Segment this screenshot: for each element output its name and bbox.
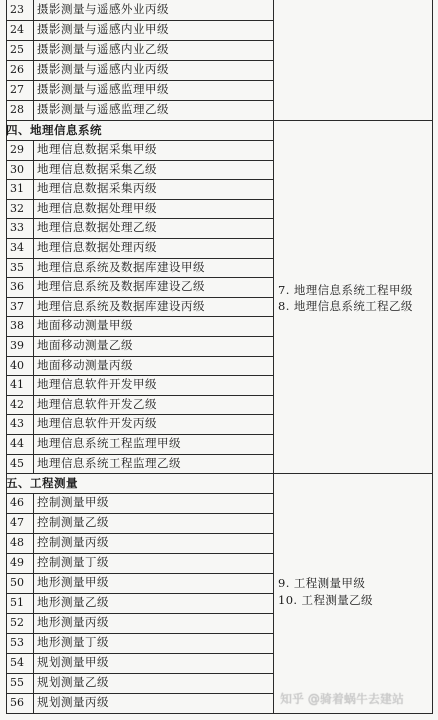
row-divider — [6, 80, 273, 81]
qualification-name: 地理信息数据处理甲级 — [37, 200, 157, 215]
row-number: 49 — [10, 556, 24, 569]
row-number: 44 — [10, 437, 24, 450]
qualification-name: 地形测量丙级 — [37, 615, 109, 629]
row-divider — [6, 653, 273, 654]
row-divider — [6, 593, 273, 594]
row-divider — [6, 613, 273, 614]
qualification-name: 地面移动测量乙级 — [37, 338, 133, 352]
qualification-name: 摄影测量与遥感监理甲级 — [37, 82, 169, 96]
row-divider — [6, 673, 273, 674]
row-number: 27 — [10, 83, 24, 96]
row-number: 43 — [10, 417, 24, 431]
row-number: 45 — [10, 456, 24, 470]
qualification-name: 摄影测量与遥感内业甲级 — [37, 22, 169, 36]
row-divider — [6, 375, 273, 376]
qualification-name: 规划测量乙级 — [37, 675, 109, 689]
qualification-name: 地理信息数据处理丙级 — [37, 240, 157, 254]
row-divider — [6, 395, 273, 396]
section-header-divider — [6, 493, 273, 494]
qualification-name: 地理信息数据采集丙级 — [37, 181, 157, 196]
qualification-name: 摄影测量与遥感内业乙级 — [37, 42, 169, 56]
row-number: 51 — [10, 596, 24, 609]
qualification-name: 摄影测量与遥感监理乙级 — [37, 102, 169, 116]
qualification-name: 控制测量丙级 — [37, 535, 109, 549]
qualification-name: 地理信息数据采集乙级 — [37, 161, 157, 176]
row-number: 41 — [10, 378, 24, 392]
section-title-gis: 四、地理信息系统 — [6, 123, 102, 137]
row-number: 26 — [10, 63, 24, 76]
row-number: 42 — [10, 397, 24, 411]
qualification-name: 地理信息数据处理乙级 — [37, 220, 157, 235]
watermark: 知乎 @骑着蜗牛去建站 — [280, 692, 404, 706]
row-divider — [6, 633, 273, 634]
row-divider — [6, 20, 273, 21]
row-number: 30 — [10, 162, 24, 176]
gis-equivalent-2: 8. 地理信息系统工程乙级 — [278, 299, 413, 313]
qualification-name: 地面移动测量丙级 — [37, 357, 133, 372]
row-number: 28 — [10, 103, 24, 116]
row-number: 53 — [10, 636, 24, 649]
row-divider — [6, 356, 273, 357]
section-divider — [6, 120, 433, 121]
qualification-name: 地面移动测量甲级 — [37, 318, 133, 333]
row-number: 36 — [10, 280, 24, 294]
row-divider — [6, 454, 273, 455]
qualification-name: 地理信息系统及数据库建设甲级 — [37, 259, 205, 274]
number-column-divider — [33, 140, 34, 473]
row-number: 34 — [10, 241, 24, 254]
row-number: 55 — [10, 676, 24, 689]
row-number: 37 — [10, 299, 24, 313]
row-divider — [6, 297, 273, 298]
qualification-name: 地理信息系统及数据库建设乙级 — [37, 279, 205, 294]
qualification-name: 摄影测量与遥感外业丙级 — [37, 2, 169, 16]
row-divider — [6, 60, 273, 61]
qualification-name: 地形测量丁级 — [37, 635, 109, 649]
qualification-name: 地理信息数据采集甲级 — [37, 142, 157, 156]
row-number: 47 — [10, 516, 24, 529]
gis-equivalent-1: 7. 地理信息系统工程甲级 — [278, 283, 413, 297]
table-right-border — [432, 0, 433, 713]
qualification-name: 地理信息系统工程监理乙级 — [37, 455, 181, 470]
row-divider — [6, 316, 273, 317]
qualification-name: 地理信息系统工程监理甲级 — [37, 436, 181, 450]
qualification-name: 控制测量甲级 — [37, 495, 109, 509]
section-header-divider — [6, 140, 273, 141]
row-divider — [6, 513, 273, 514]
row-number: 40 — [10, 358, 24, 372]
row-divider — [6, 100, 273, 101]
row-number: 54 — [10, 656, 24, 669]
section-title-engineering-survey: 五、工程测量 — [6, 476, 78, 490]
row-number: 33 — [10, 221, 24, 235]
row-divider — [6, 199, 273, 200]
qualification-name: 规划测量丙级 — [37, 695, 109, 709]
row-divider — [6, 693, 273, 694]
qualification-name: 控制测量乙级 — [37, 515, 109, 529]
qualification-name: 控制测量丁级 — [37, 555, 109, 569]
row-number: 24 — [10, 23, 24, 36]
row-number: 39 — [10, 339, 24, 352]
qualification-name: 地理信息系统及数据库建设丙级 — [37, 298, 205, 313]
row-number: 46 — [10, 496, 24, 509]
row-divider — [6, 160, 273, 161]
section-divider — [6, 473, 433, 474]
qualification-name: 地形测量甲级 — [37, 575, 109, 589]
row-divider — [6, 218, 273, 219]
qualification-name: 地形测量乙级 — [37, 595, 109, 609]
qualification-name: 规划测量甲级 — [37, 655, 109, 669]
row-number: 52 — [10, 616, 24, 629]
row-divider — [6, 336, 273, 337]
row-number: 38 — [10, 319, 24, 333]
row-number: 35 — [10, 260, 24, 274]
number-column-divider — [33, 493, 34, 713]
table-bottom-border — [6, 713, 433, 714]
row-number: 50 — [10, 576, 24, 589]
row-number: 56 — [10, 696, 24, 709]
qualification-name: 摄影测量与遥感内业丙级 — [37, 62, 169, 76]
row-number: 23 — [10, 3, 24, 16]
row-divider — [6, 179, 273, 180]
row-divider — [6, 40, 273, 41]
qualification-name: 地理信息软件开发甲级 — [37, 377, 157, 392]
engineering-equivalent-2: 10. 工程测量乙级 — [278, 593, 373, 607]
engineering-equivalent-1: 9. 工程测量甲级 — [278, 576, 366, 590]
row-divider — [6, 434, 273, 435]
row-divider — [6, 238, 273, 239]
row-number: 48 — [10, 536, 24, 549]
row-divider — [6, 258, 273, 259]
row-divider — [6, 414, 273, 415]
row-divider — [6, 533, 273, 534]
row-number: 29 — [10, 143, 24, 156]
qualification-name: 地理信息软件开发丙级 — [37, 416, 157, 431]
row-number: 25 — [10, 43, 24, 56]
row-divider — [6, 277, 273, 278]
row-divider — [6, 553, 273, 554]
row-number: 32 — [10, 201, 24, 215]
row-number: 31 — [10, 182, 24, 196]
row-divider — [6, 573, 273, 574]
qualification-name: 地理信息软件开发乙级 — [37, 396, 157, 411]
middle-column-divider — [273, 0, 274, 713]
